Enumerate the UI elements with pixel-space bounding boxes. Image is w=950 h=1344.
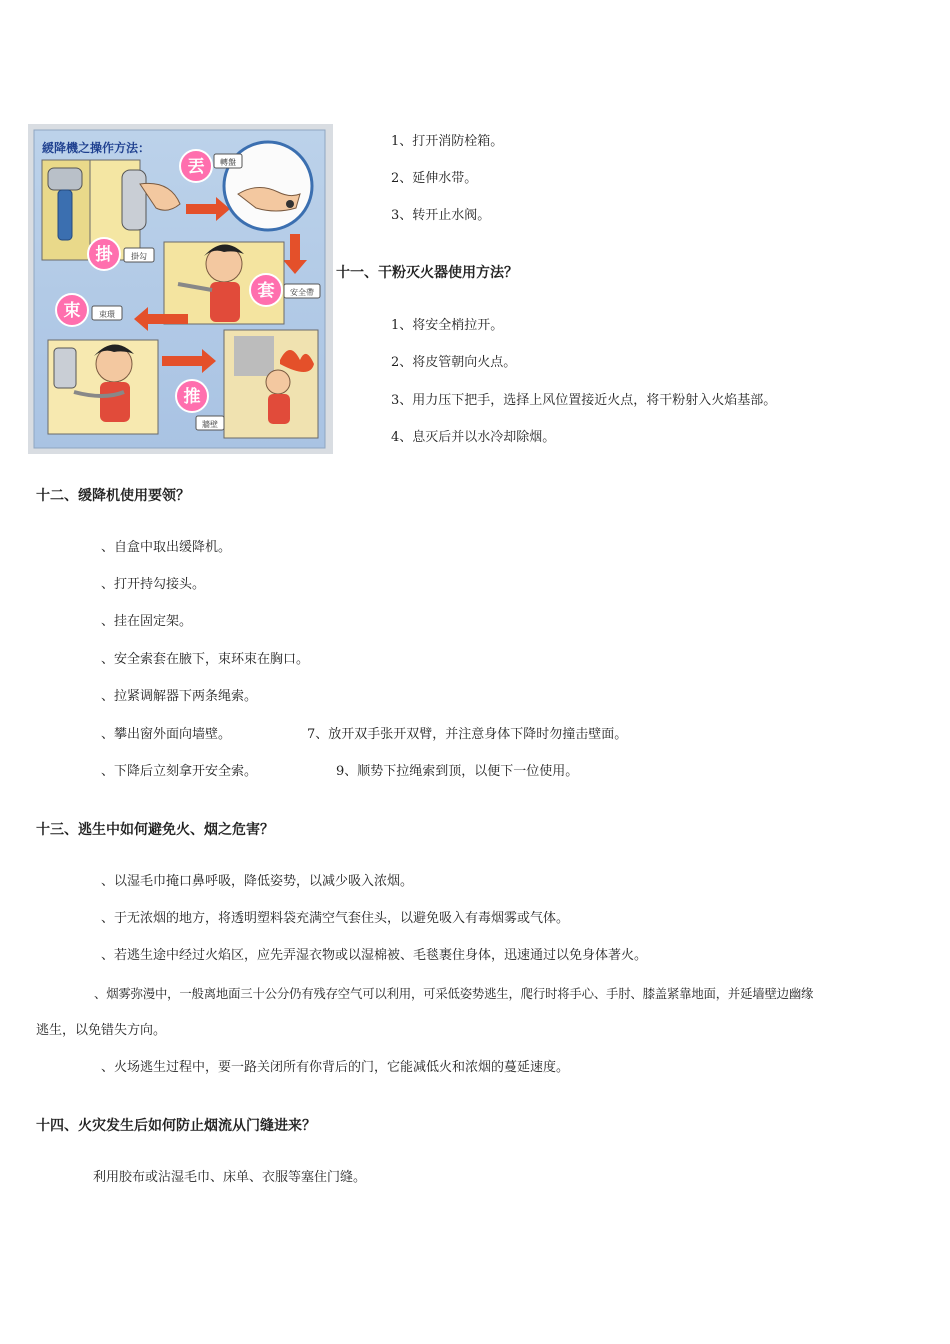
smoke-tip-1: 、以湿毛巾掩口鼻呼吸，降低姿势，以减少吸入浓烟。	[101, 874, 414, 889]
step-wear-label: 套	[257, 281, 275, 301]
extinguisher-step-4: 4、息灭后并以水冷却除烟。	[391, 430, 556, 445]
hydrant-step-3: 3、转开止水阀。	[391, 208, 491, 223]
step-tie-badge	[56, 294, 88, 326]
door-gap-answer: 利用胶布或沾湿毛巾、床单、衣服等塞住门缝。	[93, 1170, 367, 1185]
hydrant-step-2: 2、延伸水带。	[391, 171, 478, 186]
lifeline-step-4: 、安全索套在腋下，束环束在胸口。	[101, 652, 310, 667]
section-13-heading: 十三、逃生中如何避免火、烟之危害？	[36, 822, 274, 838]
smoke-tip-5: 、火场逃生过程中，要一路关闭所有你背后的门，它能减低火和浓烟的蔓延速度。	[101, 1060, 570, 1075]
hydrant-step-1: 1、打开消防栓箱。	[391, 134, 504, 149]
lifeline-step-3: 、挂在固定架。	[101, 614, 193, 629]
descent-device-illustration	[28, 124, 333, 454]
step-hang-caption: 掛勾	[131, 252, 147, 261]
step-hang-label: 掛	[95, 245, 113, 265]
step-hang-badge	[88, 238, 120, 270]
extinguisher-step-1: 1、将安全梢拉开。	[391, 318, 504, 333]
lifeline-step-1: 、自盒中取出缓降机。	[101, 540, 232, 555]
smoke-tip-2: 、于无浓烟的地方，将透明塑料袋充满空气套住头，以避免吸入有毒烟雾或气体。	[101, 911, 570, 926]
extinguisher-step-2: 2、将皮管朝向火点。	[391, 355, 517, 370]
lifeline-step-7: 7、放开双手张开双臂，并注意身体下降时勿撞击壁面。	[307, 727, 628, 742]
smoke-tip-4-line-2: 逃生，以免错失方向。	[36, 1023, 167, 1038]
step-wear-badge	[250, 274, 282, 306]
step-wear-caption: 安全帶	[290, 288, 314, 297]
step-throw-badge	[180, 150, 212, 182]
smoke-tip-3: 、若逃生途中经过火焰区，应先弄湿衣物或以湿棉被、毛毯裹住身体，迅速通过以免身体著火。	[101, 948, 648, 963]
step-push-badge	[176, 380, 208, 412]
illustration-title: 緩降機之操作方法：	[42, 141, 151, 155]
section-11-heading: 十一、干粉灭火器使用方法？	[336, 265, 518, 281]
lifeline-step-6: 、攀出窗外面向墙壁。	[101, 727, 232, 742]
lifeline-step-8: 、下降后立刻拿开安全索。	[101, 764, 258, 779]
step-push-label: 推	[183, 387, 201, 407]
step-throw-caption: 轉盤	[220, 158, 236, 167]
step-push-caption: 牆壁	[202, 420, 218, 429]
lifeline-step-5: 、拉紧调解器下两条绳索。	[101, 689, 258, 704]
section-14-heading: 十四、火灾发生后如何防止烟流从门缝进来？	[36, 1118, 316, 1134]
lifeline-step-2: 、打开持勾接头。	[101, 577, 206, 592]
extinguisher-step-3: 3、用力压下把手，选择上风位置接近火点，将干粉射入火焰基部。	[391, 393, 777, 408]
section-12-heading: 十二、缓降机使用要领？	[36, 488, 190, 504]
step-tie-label: 束	[63, 301, 81, 321]
step-throw-label: 丟	[187, 157, 205, 177]
smoke-tip-4-line-1: 、烟雾弥漫中，一般离地面三十公分仍有残存空气可以利用，可采低姿势逃生，爬行时将手心、手肘、膝盖紧靠地面，并延墙壁边幽缘	[94, 986, 814, 1001]
lifeline-step-9: 9、顺势下拉绳索到顶，以便下一位使用。	[336, 764, 579, 779]
step-tie-caption: 束環	[99, 310, 115, 319]
